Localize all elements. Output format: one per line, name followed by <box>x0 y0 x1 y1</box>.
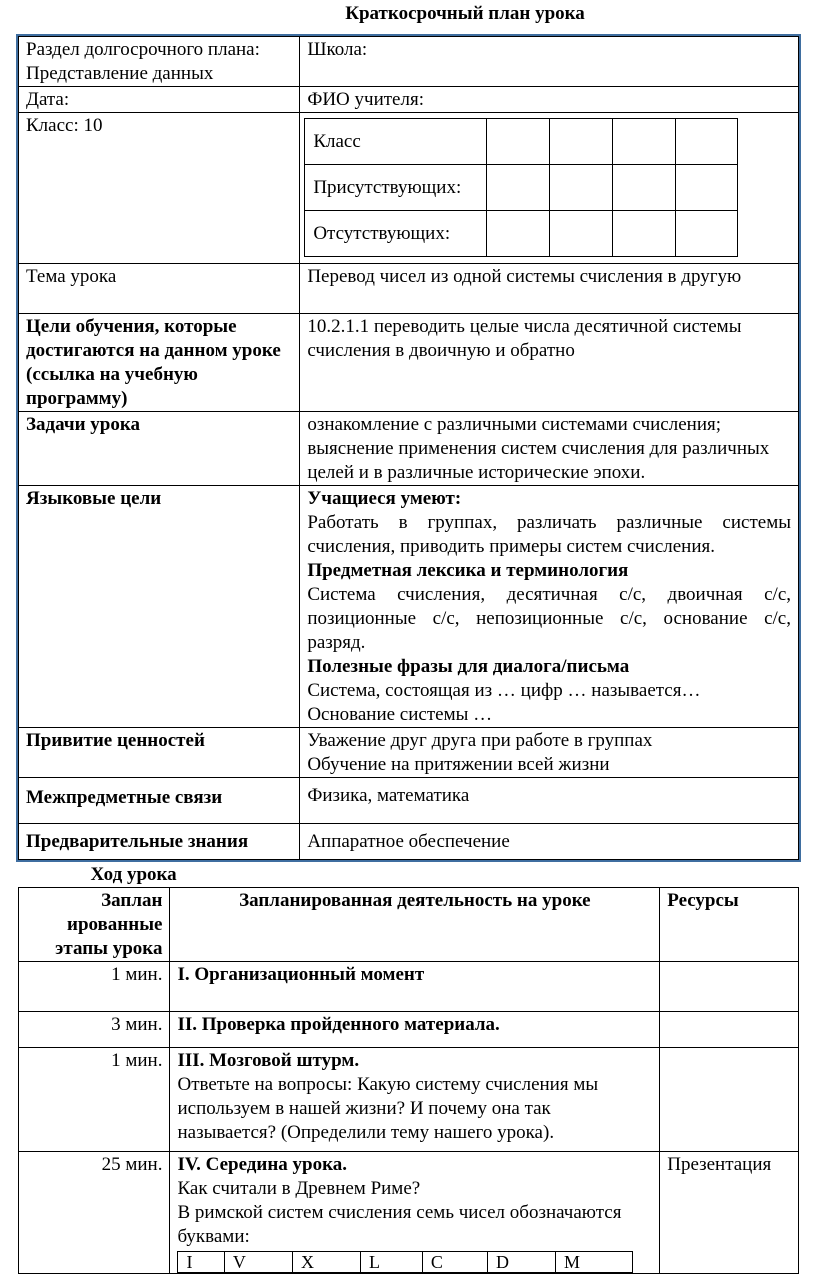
col-activity-header: Запланированная деятельность на уроке <box>170 888 660 962</box>
values-line: Уважение друг друга при работе в группах <box>307 730 653 751</box>
course-heading: Ход урока <box>19 862 799 888</box>
values-label: Привитие ценностей <box>19 728 300 778</box>
attendance-table <box>304 118 738 257</box>
learning-goals-label: Цели обучения, которые достигаются на данном уроке (ссылка на учебную программу) <box>19 314 300 412</box>
attendance-row-label: Отсутствующих: <box>305 211 487 257</box>
stage-text: Как считали в Древнем Риме? <box>177 1178 421 1199</box>
section-label: Раздел долгосрочного плана: Представление данных <box>19 37 300 87</box>
col-stages-header: Заплан ированные этапы урока <box>19 888 170 962</box>
roman-numerals-table <box>177 1251 633 1273</box>
interdisciplinary-value: Физика, математика <box>300 778 799 824</box>
topic-value: Перевод чисел из одной системы счисления в другую <box>300 264 799 314</box>
stage-resources <box>660 1012 799 1048</box>
phrase-line: Система, состоящая из … цифр … называется… <box>307 680 701 701</box>
course-table <box>18 862 799 1274</box>
tasks-value: ознакомление с различными системами счисления; выяснение применения систем счисления для различных целей и в различные исторические эпохи. <box>300 412 799 486</box>
language-goals-content <box>300 486 799 728</box>
stage-resources: Презентация <box>660 1152 799 1274</box>
attendance-row-label: Класс <box>305 119 487 165</box>
stage-resources <box>660 1048 799 1152</box>
learning-goals-value: 10.2.1.1 переводить целые числа десятичной системы счисления в двоичную и обратно <box>300 314 799 412</box>
tasks-label: Задачи урока <box>19 412 300 486</box>
school-label: Школа: <box>300 37 799 87</box>
teacher-label: ФИО учителя: <box>300 87 799 113</box>
roman-numeral: I <box>178 1252 224 1273</box>
col-resources-header: Ресурсы <box>660 888 799 962</box>
students-can-heading: Учащиеся умеют: <box>307 488 462 509</box>
interdisciplinary-label: Межпредметные связи <box>19 778 300 824</box>
date-label: Дата: <box>19 87 300 113</box>
stage-content <box>170 1152 660 1274</box>
language-goals-label: Языковые цели <box>19 486 300 728</box>
stage-title: II. Проверка пройденного материала. <box>170 1012 660 1048</box>
stage-time: 25 мин. <box>19 1152 170 1274</box>
stage-title: IV. Середина урока. <box>177 1154 348 1175</box>
stage-text: Ответьте на вопросы: Какую систему счисления мы используем в нашей жизни? И почему она так называется? (Определили тему нашего урока). <box>177 1074 599 1143</box>
stage-time: 3 мин. <box>19 1012 170 1048</box>
stage-title: III. Мозговой штурм. <box>177 1050 360 1071</box>
roman-numeral: D <box>487 1252 555 1273</box>
roman-numeral: X <box>292 1252 360 1273</box>
prior-knowledge-label: Предварительные знания <box>19 824 300 860</box>
page-title: Краткосрочный план урока <box>345 3 585 24</box>
attendance-row-label: Присутствующих: <box>305 165 487 211</box>
plan-table <box>18 36 799 860</box>
values-content <box>300 728 799 778</box>
values-line: Обучение на притяжении всей жизни <box>307 754 610 775</box>
topic-label: Тема урока <box>19 264 300 314</box>
phrase-line: Основание системы … <box>307 704 493 725</box>
stage-title: I. Организационный момент <box>170 962 660 1012</box>
terminology-heading: Предметная лексика и терминология <box>307 560 629 581</box>
phrases-heading: Полезные фразы для диалога/письма <box>307 656 630 677</box>
students-can-text: Работать в группах, различать различные системы счисления, приводить примеры систем счисления. <box>307 512 791 557</box>
stage-text: В римской систем счисления семь чисел обозначаются буквами: <box>177 1202 622 1247</box>
stage-content <box>170 1048 660 1152</box>
stage-time: 1 мин. <box>19 962 170 1012</box>
roman-numeral: L <box>361 1252 423 1273</box>
stage-resources <box>660 962 799 1012</box>
roman-numeral: C <box>422 1252 487 1273</box>
roman-numeral: V <box>224 1252 292 1273</box>
roman-numeral: M <box>556 1252 633 1273</box>
class-label: Класс: 10 <box>19 113 300 264</box>
prior-knowledge-value: Аппаратное обеспечение <box>300 824 799 860</box>
stage-time: 1 мин. <box>19 1048 170 1152</box>
terminology-text: Система счисления, десятичная с/с, двоичная с/с, позиционные с/с, непозиционные с/с, основание с/с, разряд. <box>307 584 791 653</box>
